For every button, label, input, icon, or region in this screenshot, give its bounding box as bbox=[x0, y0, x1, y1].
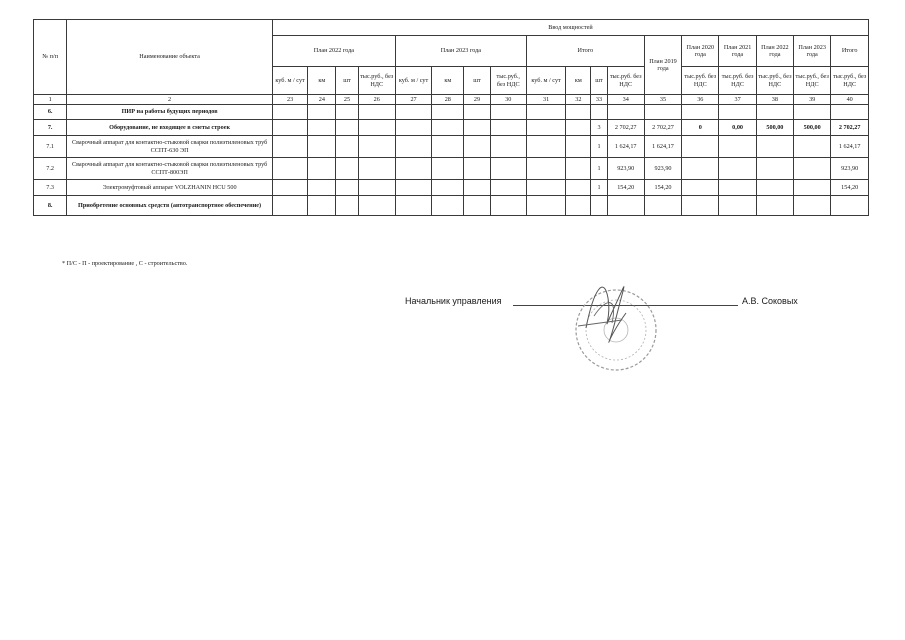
header-group-title: Ввод мощностей bbox=[272, 20, 868, 36]
table-cell bbox=[358, 136, 395, 158]
table-cell bbox=[607, 196, 644, 216]
table-cell bbox=[756, 136, 793, 158]
table-cell bbox=[490, 180, 526, 196]
column-number-cell: 2 bbox=[67, 95, 273, 105]
column-number-cell: 32 bbox=[566, 95, 591, 105]
table-cell bbox=[395, 120, 431, 136]
capacity-table bbox=[33, 19, 869, 216]
column-number-cell: 23 bbox=[272, 95, 307, 105]
column-number-cell: 27 bbox=[395, 95, 431, 105]
table-cell bbox=[395, 196, 431, 216]
row-name-cell: Оборудование, не входящее в сметы строек bbox=[67, 120, 273, 136]
row-number-cell: 7.1 bbox=[34, 136, 67, 158]
table-cell bbox=[526, 105, 565, 120]
table-cell: 0 bbox=[682, 120, 719, 136]
subheader-cell: тыс.руб. без НДС bbox=[719, 67, 756, 95]
table-cell: 923,90 bbox=[831, 158, 869, 180]
table-cell bbox=[308, 120, 336, 136]
table-cell: 2 702,27 bbox=[831, 120, 869, 136]
table-cell bbox=[336, 120, 358, 136]
table-cell bbox=[719, 196, 756, 216]
table-cell bbox=[644, 105, 681, 120]
table-cell bbox=[719, 136, 756, 158]
table-cell bbox=[794, 196, 831, 216]
header-plan-2022b: План 2022 года bbox=[756, 36, 793, 67]
subheader-cell: куб. м / сут bbox=[272, 67, 307, 95]
table-cell bbox=[607, 105, 644, 120]
table-cell bbox=[526, 180, 565, 196]
table-cell bbox=[308, 158, 336, 180]
table-cell bbox=[490, 105, 526, 120]
table-cell bbox=[336, 105, 358, 120]
subheader-cell: тыс.руб., без НДС bbox=[358, 67, 395, 95]
table-cell bbox=[395, 180, 431, 196]
table-cell bbox=[336, 196, 358, 216]
table-cell bbox=[526, 120, 565, 136]
table-cell bbox=[395, 105, 431, 120]
table-cell bbox=[464, 105, 490, 120]
header-plan-2023b: План 2023 года bbox=[794, 36, 831, 67]
footnote: * П/С - П - проектирование , С - строительство. bbox=[62, 260, 188, 267]
subheader-cell: км bbox=[566, 67, 591, 95]
table-cell bbox=[272, 105, 307, 120]
row-number-cell: 6. bbox=[34, 105, 67, 120]
header-itogo-final: Итого bbox=[831, 36, 869, 67]
table-cell: 923,90 bbox=[607, 158, 644, 180]
subheader-cell: куб. м / сут bbox=[526, 67, 565, 95]
column-number-cell: 40 bbox=[831, 95, 869, 105]
table-cell bbox=[490, 158, 526, 180]
table-cell bbox=[490, 196, 526, 216]
table-cell bbox=[566, 136, 591, 158]
table-cell bbox=[432, 105, 464, 120]
table-cell bbox=[464, 180, 490, 196]
table-cell bbox=[358, 158, 395, 180]
row-name-cell: Электромуфтовый аппарат VOLZHANIN HCU 500 bbox=[67, 180, 273, 196]
table-cell bbox=[464, 136, 490, 158]
column-number-cell: 28 bbox=[432, 95, 464, 105]
table-cell bbox=[719, 158, 756, 180]
table-cell bbox=[566, 158, 591, 180]
table-cell bbox=[566, 180, 591, 196]
column-number-cell: 1 bbox=[34, 95, 67, 105]
table-cell bbox=[831, 196, 869, 216]
subheader-cell: тыс.руб. без НДС bbox=[682, 67, 719, 95]
table-cell bbox=[526, 136, 565, 158]
subheader-cell: тыс.руб., без НДС bbox=[756, 67, 793, 95]
table-cell bbox=[490, 136, 526, 158]
table-cell bbox=[794, 136, 831, 158]
row-number-cell: 8. bbox=[34, 196, 67, 216]
subheader-cell: тыс.руб., без НДС bbox=[794, 67, 831, 95]
subheader-cell: шт bbox=[464, 67, 490, 95]
table-cell bbox=[272, 180, 307, 196]
table-cell bbox=[566, 105, 591, 120]
table-cell: 500,00 bbox=[756, 120, 793, 136]
table-cell bbox=[272, 196, 307, 216]
subheader-cell: шт bbox=[336, 67, 358, 95]
column-number-cell: 29 bbox=[464, 95, 490, 105]
column-number-cell: 25 bbox=[336, 95, 358, 105]
column-number-cell: 39 bbox=[794, 95, 831, 105]
table-cell: 1 624,17 bbox=[607, 136, 644, 158]
table-cell bbox=[336, 136, 358, 158]
column-number-cell: 33 bbox=[591, 95, 607, 105]
table-cell bbox=[336, 180, 358, 196]
table-cell bbox=[719, 105, 756, 120]
table-cell: 1 bbox=[591, 180, 607, 196]
table-row bbox=[34, 136, 869, 158]
column-number-row bbox=[34, 95, 869, 105]
header-plan-2023: План 2023 года bbox=[395, 36, 526, 67]
table-cell bbox=[395, 136, 431, 158]
table-cell: 2 702,27 bbox=[644, 120, 681, 136]
table-cell: 1 624,17 bbox=[831, 136, 869, 158]
table-row bbox=[34, 120, 869, 136]
table-cell bbox=[566, 120, 591, 136]
row-number-cell: 7.2 bbox=[34, 158, 67, 180]
table-cell bbox=[308, 196, 336, 216]
row-name-cell: Приобретение основных средств (автотранспортное обеспечение) bbox=[67, 196, 273, 216]
row-number-cell: 7.3 bbox=[34, 180, 67, 196]
table-row bbox=[34, 158, 869, 180]
table-cell: 1 624,17 bbox=[644, 136, 681, 158]
column-number-cell: 30 bbox=[490, 95, 526, 105]
header-col-num: № п/п bbox=[34, 20, 67, 95]
table-cell bbox=[794, 105, 831, 120]
column-number-cell: 38 bbox=[756, 95, 793, 105]
row-name-cell: Сварочный аппарат для контактно-стыковой сварки полиэтиленовых труб ССПТ-800ЭП bbox=[67, 158, 273, 180]
table-cell bbox=[336, 158, 358, 180]
table-row bbox=[34, 196, 869, 216]
table-cell bbox=[526, 158, 565, 180]
column-number-cell: 26 bbox=[358, 95, 395, 105]
table-cell bbox=[756, 158, 793, 180]
table-cell bbox=[395, 158, 431, 180]
table-cell: 500,00 bbox=[794, 120, 831, 136]
table-cell bbox=[756, 196, 793, 216]
table-cell: 154,20 bbox=[831, 180, 869, 196]
table-cell bbox=[644, 196, 681, 216]
table-cell bbox=[464, 196, 490, 216]
table-cell: 154,20 bbox=[607, 180, 644, 196]
table-cell bbox=[464, 120, 490, 136]
table-cell: 154,20 bbox=[644, 180, 681, 196]
subheader-cell: км bbox=[308, 67, 336, 95]
header-col-name: Наименование объекта bbox=[67, 20, 273, 95]
table-cell bbox=[432, 136, 464, 158]
table-cell bbox=[308, 136, 336, 158]
table-cell: 1 bbox=[591, 158, 607, 180]
table-cell bbox=[566, 196, 591, 216]
table-cell: 2 702,27 bbox=[607, 120, 644, 136]
table-cell bbox=[682, 180, 719, 196]
table-cell bbox=[358, 120, 395, 136]
signature-scribble bbox=[586, 287, 626, 343]
table-row bbox=[34, 180, 869, 196]
table-cell bbox=[682, 136, 719, 158]
table-cell bbox=[308, 105, 336, 120]
table-cell bbox=[432, 120, 464, 136]
table-cell bbox=[682, 196, 719, 216]
header-plan-2022: План 2022 года bbox=[272, 36, 395, 67]
column-number-cell: 36 bbox=[682, 95, 719, 105]
table-cell bbox=[831, 105, 869, 120]
subheader-cell: тыс.руб., без НДС bbox=[831, 67, 869, 95]
table-cell bbox=[308, 180, 336, 196]
table-cell: 0,00 bbox=[719, 120, 756, 136]
signatory-name: А.В. Соковых bbox=[742, 296, 798, 306]
table-cell: 3 bbox=[591, 120, 607, 136]
header-itogo: Итого bbox=[526, 36, 644, 67]
seal-stamp bbox=[556, 268, 666, 378]
table-cell bbox=[794, 158, 831, 180]
table-cell bbox=[432, 196, 464, 216]
table-cell bbox=[794, 180, 831, 196]
table-cell bbox=[591, 105, 607, 120]
table-cell bbox=[756, 180, 793, 196]
table-cell bbox=[526, 196, 565, 216]
table-cell bbox=[490, 120, 526, 136]
table-cell bbox=[358, 196, 395, 216]
table-cell bbox=[358, 105, 395, 120]
table-cell bbox=[432, 158, 464, 180]
row-name-cell: Сварочный аппарат для контактно-стыковой сварки полиэтиленовых труб ССПТ-630 ЭП bbox=[67, 136, 273, 158]
header-plan-2019: План 2019 года bbox=[644, 36, 681, 95]
column-number-cell: 34 bbox=[607, 95, 644, 105]
table-cell bbox=[358, 180, 395, 196]
row-name-cell: ПИР на работы будущих периодов bbox=[67, 105, 273, 120]
header-plan-2021: План 2021 года bbox=[719, 36, 756, 67]
table-cell bbox=[591, 196, 607, 216]
table-cell bbox=[682, 158, 719, 180]
column-number-cell: 37 bbox=[719, 95, 756, 105]
table-cell bbox=[756, 105, 793, 120]
column-number-cell: 31 bbox=[526, 95, 565, 105]
subheader-cell: куб. м / сут bbox=[395, 67, 431, 95]
table-cell bbox=[272, 120, 307, 136]
subheader-cell: шт bbox=[591, 67, 607, 95]
table-cell bbox=[682, 105, 719, 120]
table-cell: 923,90 bbox=[644, 158, 681, 180]
table-cell bbox=[272, 136, 307, 158]
table-cell bbox=[432, 180, 464, 196]
table-cell bbox=[719, 180, 756, 196]
signature-label: Начальник управления bbox=[405, 296, 502, 306]
table-cell bbox=[272, 158, 307, 180]
column-number-cell: 35 bbox=[644, 95, 681, 105]
header-plan-2020: План 2020 года bbox=[682, 36, 719, 67]
table-row bbox=[34, 105, 869, 120]
column-number-cell: 24 bbox=[308, 95, 336, 105]
row-number-cell: 7. bbox=[34, 120, 67, 136]
table-cell: 1 bbox=[591, 136, 607, 158]
subheader-cell: км bbox=[432, 67, 464, 95]
subheader-cell: тыс.руб., без НДС bbox=[490, 67, 526, 95]
subheader-cell: тыс.руб. без НДС bbox=[607, 67, 644, 95]
table-cell bbox=[464, 158, 490, 180]
